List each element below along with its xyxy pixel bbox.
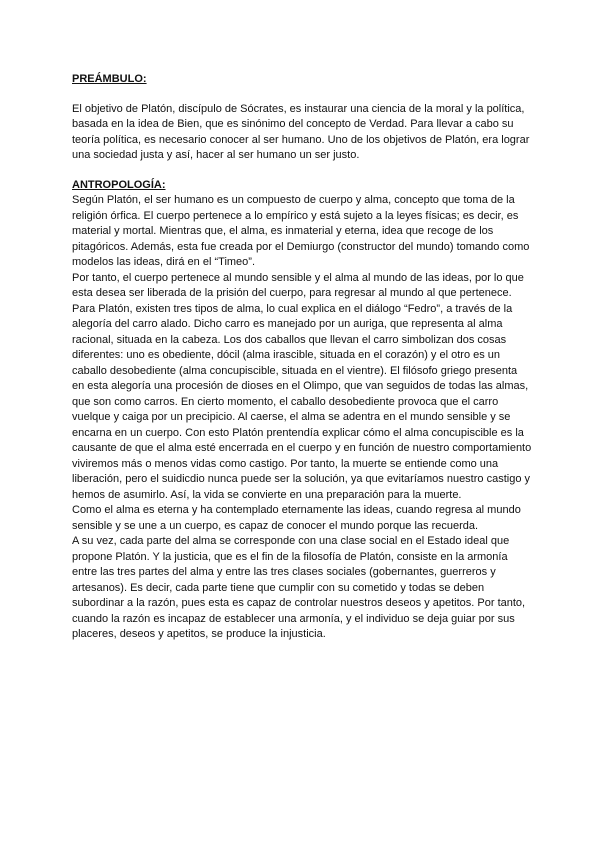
section-heading-preambulo: PREÁMBULO: <box>72 73 147 85</box>
paragraph-antropologia-4: Como el alma es eterna y ha contemplado eternamente las ideas, cuando regresa al mundo sensible y se une a un cuerpo, es capaz de conocer el mundo porque las recuerda. <box>72 504 521 532</box>
paragraph-antropologia-2: Por tanto, el cuerpo pertenece al mundo sensible y el alma al mundo de las ideas, por lo que esta desea ser liberada de la prisión del cuerpo, para regresar al mundo al que pertenece. <box>72 271 524 299</box>
section-heading-antropologia: ANTROPOLOGÍA: <box>72 178 166 191</box>
paragraph-antropologia-1: Según Platón, el ser humano es un compuesto de cuerpo y alma, concepto que toma de la religión órfica. El cuerpo pertenece a lo empírico y está sujeto a la leyes físicas; es decir, es material y mortal. Mientras que, el alma, es inmaterial y eterna, idea que recoge de los pitagóricos. Además, esta fue creada por el Demiurgo (constructor del mundo) tomando como modelos las ideas, dirá en el “Timeo”. <box>72 194 530 268</box>
spacer <box>72 88 532 102</box>
paragraph-antropologia-5: A su vez, cada parte del alma se corresponde con una clase social en el Estado ideal que propone Platón. Y la justicia, que es el fin de la filosofía de Platón, consiste en la armonía entre las tres partes del alma y entre las tres clases sociales (gobernantes, guerreros y artesanos). Es decir, cada parte tiene que cumplir con su cometido y todas se deben subordinar a la razón, pues esta es capaz de controlar nuestros deseos y apetitos. Por tanto, cuando la razón es incapaz de establecer una armonía, y el individuo se deja guiar por sus placeres, deseos y apetitos, se produce la injusticia. <box>72 535 526 640</box>
spacer <box>72 164 532 178</box>
paragraph-antropologia-3: Para Platón, existen tres tipos de alma, lo cual explica en el diálogo “Fedro”, a través de la alegoría del carro alado. Dicho carro es manejado por un auriga, que representa al alma racional, situada en la cabeza. Los dos caballos que llevan el carro simbolizan dos cosas diferentes: uno es obediente, dócil (alma irascible, situada en el corazón) y el otro es un caballo desobediente (alma concupiscible, situada en el vientre). El filósofo griego presenta en esta alegoría una procesión de dioses en el Olimpo, que van seguidos de todas las almas, que son como carros. En cierto momento, el caballo desobediente provoca que el carro vuelque y caiga por un precipicio. Al caerse, el alma se adentra en el mundo sensible y se encarna en un cuerpo. Con esto Platón prentendía explicar cómo el alma concupiscible es la causante de que el alma esté encerrada en el cuerpo y en función de nuestro comportamiento viviremos más o menos vidas como castigo. Por tanto, la muerte se entiende como una liberación, pero el suidicdio nunca puede ser la solución, ya que evitaríamos nuestro castigo y hemos de asumirlo. Así, la vida se convierte en una preparación para la muerte. <box>72 302 532 501</box>
paragraph-preambulo: El objetivo de Platón, discípulo de Sócrates, es instaurar una ciencia de la moral y la política, basada en la idea de Bien, que es sinónimo del concepto de Verdad. Para llevar a cabo su teoría política, es necesario conocer al ser humano. Uno de los objetivos de Platón, era lograr una sociedad justa y así, hacer al ser humano un ser justo. <box>72 102 530 161</box>
document-body <box>72 72 532 643</box>
